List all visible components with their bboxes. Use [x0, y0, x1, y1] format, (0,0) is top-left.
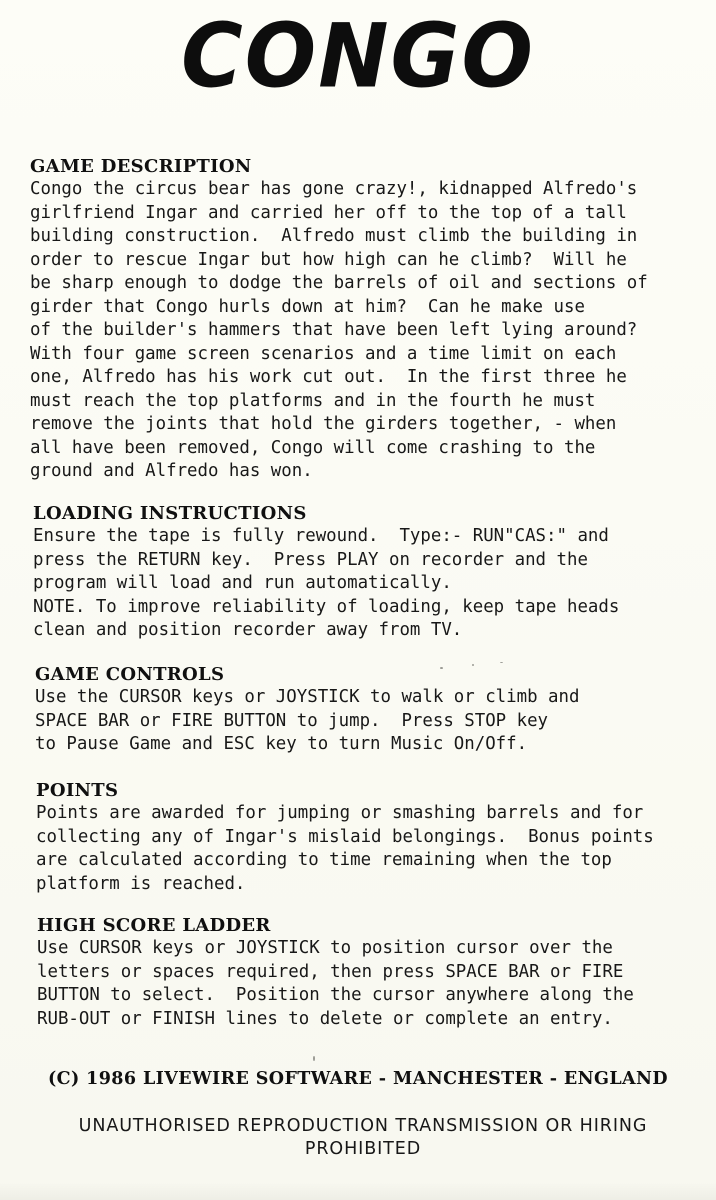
section-heading: HIGH SCORE LADDER — [37, 915, 271, 936]
section-high-score-ladder — [37, 914, 713, 1031]
section-heading: LOADING INSTRUCTIONS — [33, 503, 307, 524]
section-heading: GAME DESCRIPTION — [30, 156, 252, 177]
warning-line-1: UNAUTHORISED REPRODUCTION TRANSMISSION OR HIRING — [78, 1116, 648, 1136]
paper-speck — [440, 667, 443, 669]
section-points — [36, 779, 712, 896]
section-body: Ensure the tape is fully rewound. Type:- RUN"CAS:" and press the RETURN key. Press PLAY on recorder and the program will load and run automatically. NOTE. To improve reliability of loading, keep tape heads clean and position recorder away from TV. — [33, 526, 620, 640]
warning-line-2: PROHIBITED — [304, 1139, 422, 1159]
section-body: Points are awarded for jumping or smashing barrels and for collecting any of Ingar's mislaid belongings. Bonus points are calculated according to time remaining when the top platform is reached. — [36, 803, 654, 894]
section-body: Use the CURSOR keys or JOYSTICK to walk or climb and SPACE BAR or FIRE BUTTON to jump. Press STOP key to Pause Game and ESC key to turn Music On/Off. — [35, 687, 580, 754]
section-game-controls — [35, 663, 711, 757]
copyright-line: (C) 1986 LIVEWIRE SOFTWARE - MANCHESTER - ENGLAND — [47, 1069, 669, 1089]
section-heading: GAME CONTROLS — [35, 664, 225, 685]
paper-speck — [472, 664, 474, 666]
paper-speck — [500, 662, 503, 663]
paper-edge-shadow — [0, 1182, 716, 1200]
reproduction-warning — [20, 1115, 706, 1161]
section-loading-instructions — [33, 502, 709, 643]
paper-speck — [313, 1056, 315, 1061]
section-game-description — [30, 155, 706, 484]
page-title: CONGO — [181, 4, 535, 108]
section-heading: POINTS — [36, 780, 119, 801]
section-body: Congo the circus bear has gone crazy!, kidnapped Alfredo's girlfriend Ingar and carried her off to the top of a tall building construction. Alfredo must climb the building in order to rescue Ingar but how high can he climb? Will he be sharp enough to dodge the barrels of oil and sections of girder that Congo hurls down at him? Can he make use of the builder's hammers that have been left lying around? With four game screen scenarios and a time limit on each one, Alfredo has his work cut out. In the first three he must reach the top platforms and in the fourth he must remove the joints that hold the girders together, - when all have been removed, Congo will come crashing to the ground and Alfredo has won. — [30, 179, 648, 481]
section-body: Use CURSOR keys or JOYSTICK to position cursor over the letters or spaces required, then press SPACE BAR or FIRE BUTTON to select. Position the cursor anywhere along the RUB-OUT or FINISH lines to delete or complete an entry. — [37, 938, 634, 1029]
